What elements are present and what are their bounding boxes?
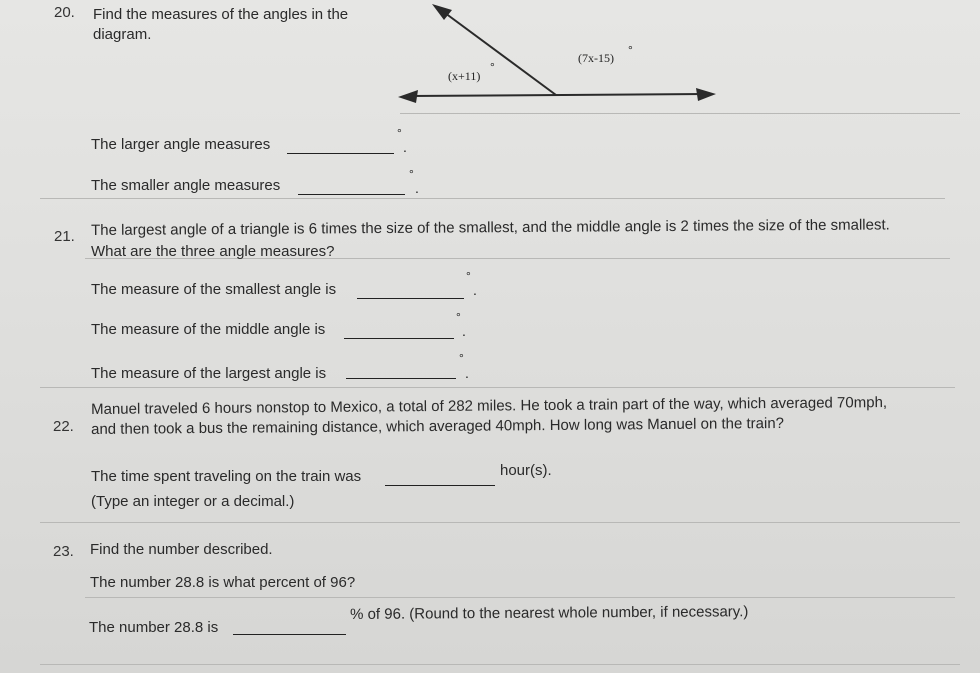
answer-unit: hour(s).: [500, 462, 552, 479]
period: .: [473, 282, 477, 298]
answer-note: (Type an integer or a decimal.): [91, 493, 295, 510]
question-number: 21.: [54, 228, 75, 245]
degree-symbol: °: [397, 126, 402, 140]
angle-label-right: (7x-15): [578, 51, 614, 65]
percent-input[interactable]: [233, 634, 346, 635]
smallest-angle-input[interactable]: [357, 298, 464, 299]
degree-symbol: °: [490, 60, 495, 74]
question-prompt: Find the measures of the angles in the: [93, 6, 349, 23]
question-prompt: What are the three angle measures?: [91, 243, 335, 260]
answer-suffix: % of 96. (Round to the nearest whole number, if necessary.): [350, 603, 749, 623]
degree-symbol: °: [459, 351, 464, 365]
period: .: [403, 139, 407, 155]
question-prompt: Manuel traveled 6 hours nonstop to Mexico, a total of 282 miles. He took a train part of the way, which averaged 70mph,: [91, 394, 888, 418]
period: .: [415, 180, 419, 196]
answer-label: The number 28.8 is: [89, 619, 219, 636]
answer-label: The smaller angle measures: [91, 177, 281, 194]
answer-label: The measure of the largest angle is: [91, 365, 327, 382]
question-text: The number 28.8 is what percent of 96?: [90, 574, 356, 591]
largest-angle-input[interactable]: [346, 378, 456, 379]
degree-symbol: °: [456, 310, 461, 324]
period: .: [462, 323, 466, 339]
question-prompt: Find the number described.: [90, 541, 273, 558]
question-number: 20.: [54, 4, 75, 21]
answer-label: The measure of the smallest angle is: [91, 281, 337, 298]
degree-symbol: °: [628, 43, 633, 57]
middle-angle-input[interactable]: [344, 338, 454, 339]
answer-label: The measure of the middle angle is: [91, 321, 326, 338]
degree-symbol: °: [409, 167, 414, 181]
question-number: 22.: [53, 418, 74, 435]
question-prompt: and then took a bus the remaining distance, which averaged 40mph. How long was Manuel on the train?: [91, 414, 785, 438]
question-prompt: The largest angle of a triangle is 6 times the size of the smallest, and the middle angle is 2 times the size of the smallest.: [91, 216, 890, 239]
question-prompt: diagram.: [93, 26, 152, 43]
smaller-angle-input[interactable]: [298, 194, 405, 195]
train-time-input[interactable]: [385, 485, 495, 486]
angle-label-left: (x+11): [448, 69, 481, 83]
answer-label: The larger angle measures: [91, 136, 271, 153]
period: .: [465, 365, 469, 381]
answer-label: The time spent traveling on the train was: [91, 468, 362, 485]
question-number: 23.: [53, 543, 74, 560]
degree-symbol: °: [466, 269, 471, 283]
larger-angle-input[interactable]: [287, 153, 394, 154]
